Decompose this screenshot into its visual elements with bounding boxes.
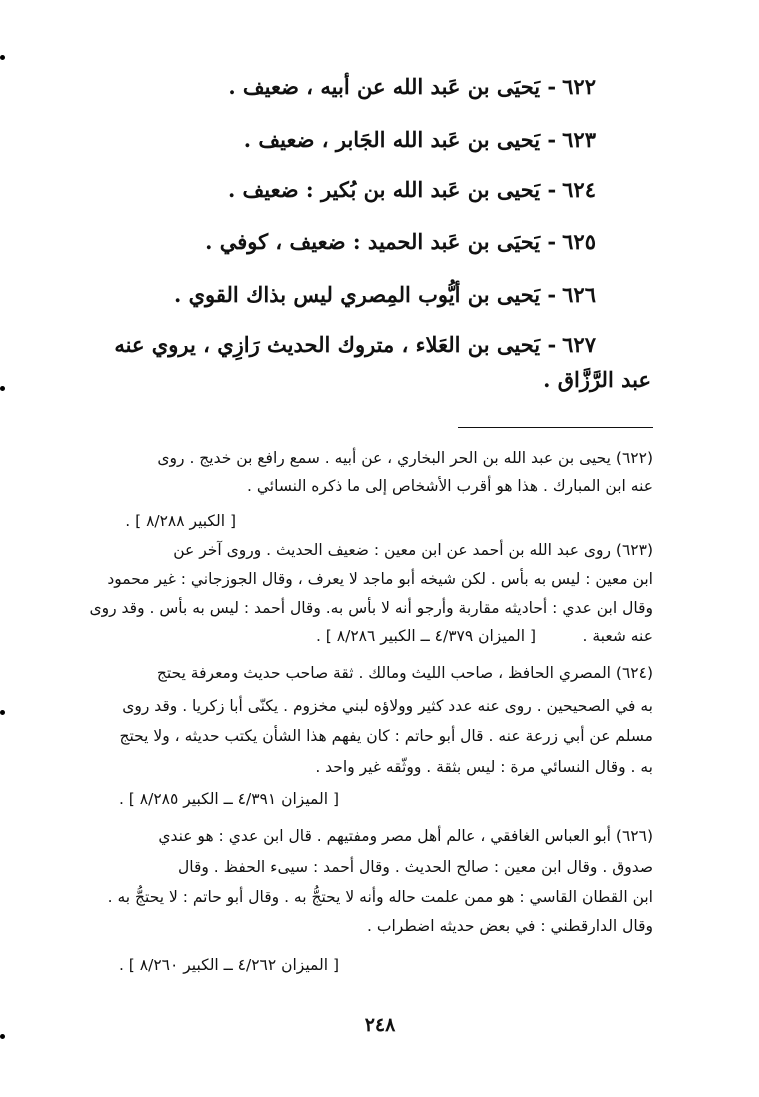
footnote-divider (458, 427, 653, 428)
footnote-626-line-2: صدوق . وقال ابن معين : صالح الحديث . وقال أحمد : سيىء الحفظ . وقال (177, 858, 653, 876)
footnote-626-line-1: (٦٢٦) أبو العباس الغافقي ، عالم أهل مصر ومفتيهم . قال ابن عدي : هو عندي (158, 827, 653, 845)
footnote-622-line-2: عنه ابن المبارك . هذا هو أقرب الأشخاص إلى ما ذكره النسائي . (247, 477, 653, 495)
footnote-624-reference: [ الميزان ٤/٣٩١ ــ الكبير ٨/٢٨٥ ] . (118, 790, 339, 808)
scan-artifact-dot (0, 1034, 5, 1039)
entry-number: ٦٢٢ (562, 74, 596, 99)
page-number: ٢٤٨ (364, 1014, 396, 1036)
footnote-626-reference: [ الميزان ٤/٢٦٢ ــ الكبير ٨/٢٦٠ ] . (118, 956, 339, 974)
entry-627 (114, 332, 596, 357)
entry-text: - يَحيى بن عَبد الله الجَابر ، ضعيف . (243, 127, 557, 152)
footnote-624-line-4: به . وقال النسائي مرة : ليس بثقة . ووثّقه غير واحد . (315, 758, 653, 776)
footnote-624-line-3: مسلم عن أبي زرعة عنه . قال أبو حاتم : كان يفهم هذا الشأن يكتب حديثه ، ولا يحتج (119, 727, 653, 745)
footnote-624-line-1: (٦٢٤) المصري الحافظ ، صاحب الليث ومالك . ثقة صاحب حديث ومعرفة يحتج (156, 664, 653, 682)
scan-artifact-dot (0, 55, 5, 60)
footnote-626-line-3: ابن القطان القاسي : هو ممن علمت حاله وأنه لا يحتجُّ به . وقال أبو حاتم : لا يحتجُّ به . (107, 888, 653, 906)
entry-627-continuation: عبد الرَّزَّاق . (543, 367, 651, 392)
entry-625 (205, 229, 596, 254)
entry-number: ٦٢٣ (562, 127, 596, 152)
footnote-623-line-3: وقال ابن عدي : أحاديثه مقاربة وأرجو أنه لا بأس به. وقال أحمد : ليس به بأس . وقد روى (89, 599, 653, 617)
entry-text: - يَحيَى بن عَبد الله عن أبيه ، ضعيف . (228, 74, 557, 99)
footnote-623-line-2: ابن معين : ليس به بأس . لكن شيخه أبو ماجد لا يعرف ، وقال الجوزجاني : غير محمود (107, 570, 653, 588)
entry-number: ٦٢٦ (562, 282, 596, 307)
entry-text: - يَحيى بن عَبد الله بن بُكير : ضعيف . (227, 177, 557, 202)
entry-623 (244, 127, 596, 152)
footnote-622-line-1: (٦٢٢) يحيى بن عبد الله بن الحر البخاري ، عن أبيه . سمع رافع بن خديج . روى (157, 449, 653, 467)
footnote-624-line-2: به في الصحيحين . روى عنه عدد كثير وولاؤه لبني مخزوم . يكنّى أبا زكريا . وقد روى (122, 697, 653, 715)
footnote-623-reference: [ الميزان ٤/٣٧٩ ــ الكبير ٨/٢٨٦ ] . (315, 627, 536, 645)
entry-number: ٦٢٤ (562, 177, 596, 202)
scan-artifact-dot (0, 386, 5, 391)
footnote-622-reference: [ الكبير ٨/٢٨٨ ] . (125, 512, 236, 530)
entry-624 (228, 177, 596, 202)
footnote-623-line-1: (٦٢٣) روى عبد الله بن أحمد عن ابن معين : ضعيف الحديث . وروى آخر عن (173, 541, 653, 559)
footnote-626-line-4: وقال الدارقطني : في بعض حديثه اضطراب . (367, 917, 653, 935)
entry-text: - يَحيَى بن عَبد الحميد : ضعيف ، كوفي . (205, 229, 557, 254)
footnote-623-line-4: عنه شعبة . (582, 627, 653, 645)
entry-number: ٦٢٧ (562, 332, 596, 357)
entry-text: - يَحيى بن أيُّوب المِصري ليس بذاك القوي . (174, 282, 557, 307)
entry-626 (174, 282, 596, 307)
entry-number: ٦٢٥ (562, 229, 596, 254)
entry-622 (228, 74, 596, 99)
scan-artifact-dot (0, 710, 5, 715)
entry-text: - يَحيى بن العَلاء ، متروك الحديث رَازِي ، يروي عنه (114, 332, 557, 357)
